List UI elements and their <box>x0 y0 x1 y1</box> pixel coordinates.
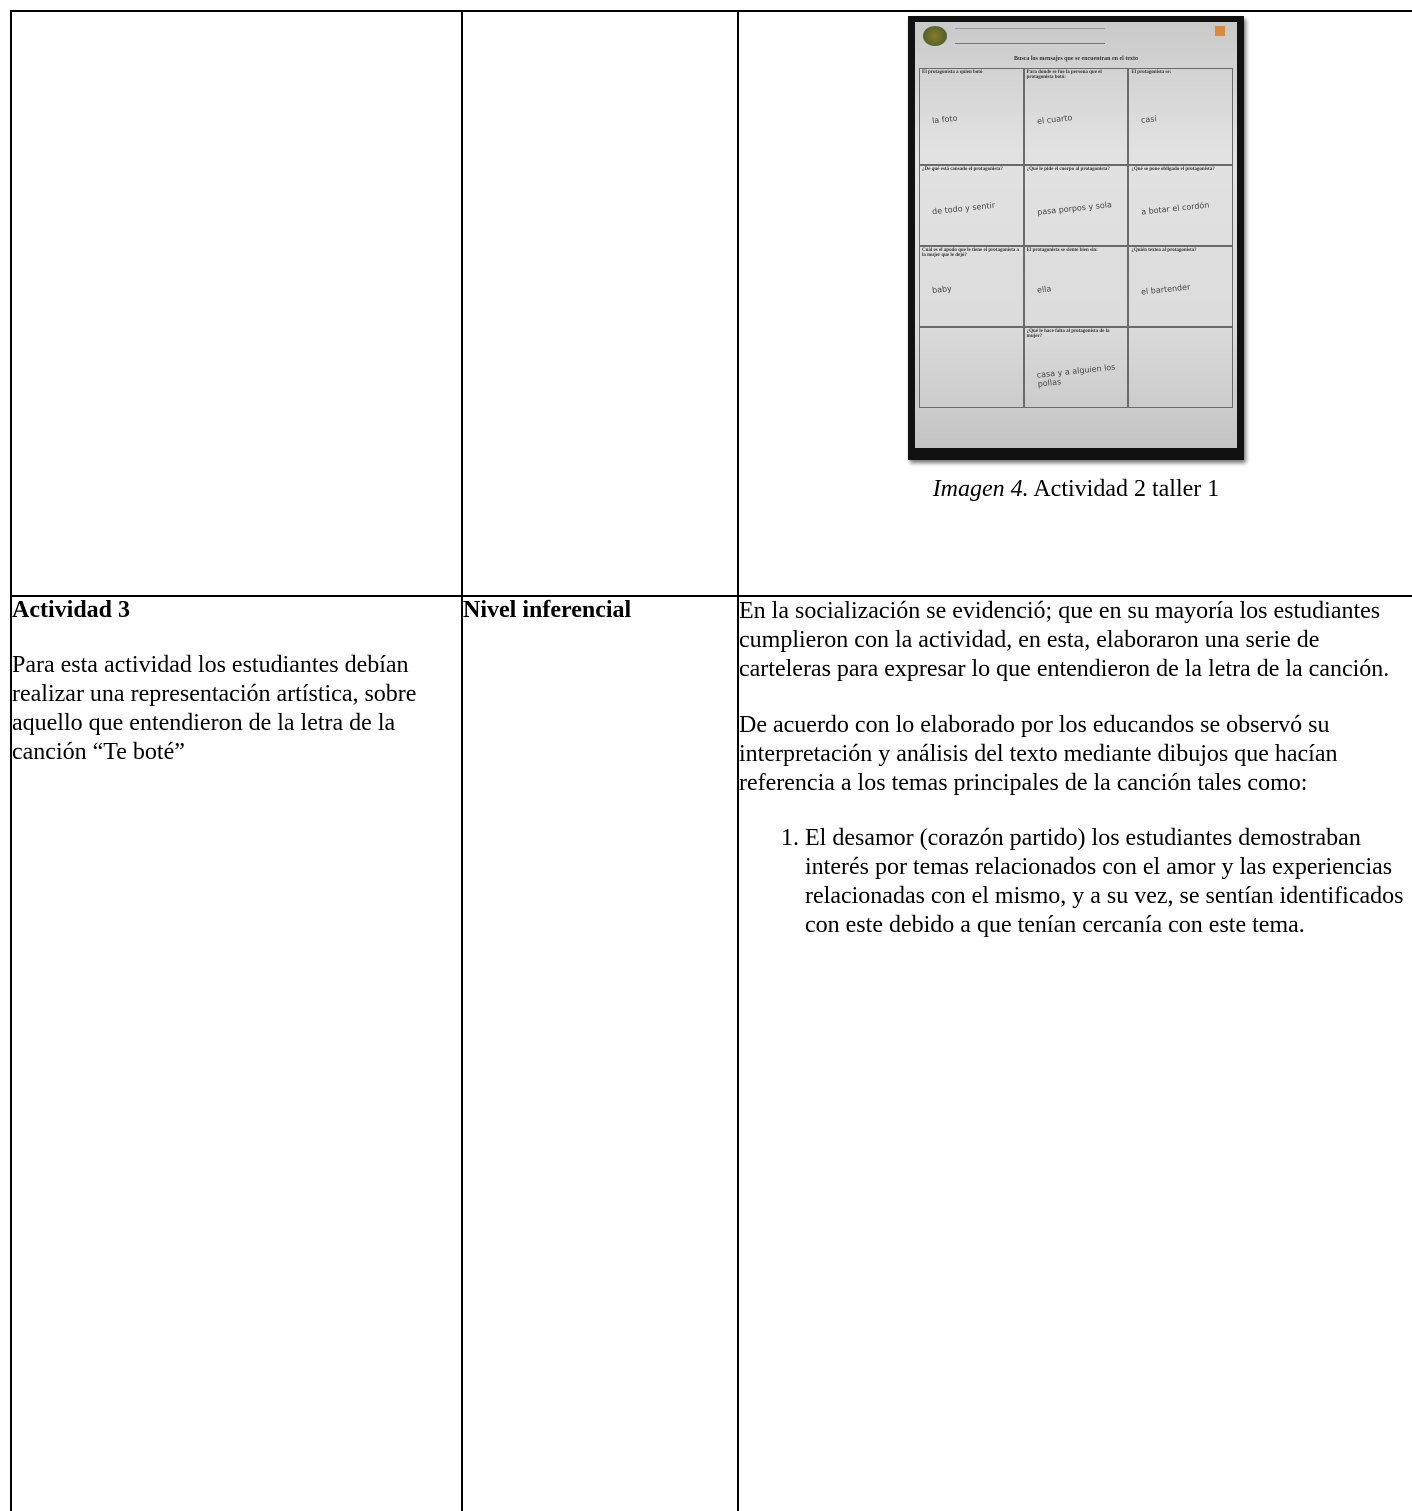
worksheet-cell: ¿Qué le pide el cuerpo al protagonista? pasa porpos y sola <box>1024 165 1129 246</box>
list-number: 1. <box>781 825 799 851</box>
list-item <box>739 824 1412 940</box>
table-row <box>11 11 1412 596</box>
activity-description: Para esta actividad los estudiantes debían realizar una representación artística, sobre aquello que entendieron de la letra de la canción “Te boté” <box>12 652 417 765</box>
worksheet-grid <box>919 68 1233 408</box>
worksheet-cell: Cuál es el apodo que le tiene el protagonista a la mujer que le dejó? baby <box>919 246 1024 327</box>
empty-cell <box>462 11 738 596</box>
worksheet-header <box>915 22 1237 56</box>
empty-cell <box>11 11 462 596</box>
figure-cell <box>738 11 1412 596</box>
list-item-text: El desamor (corazón partido) los estudiantes demostraban interés por temas relacionados con el amor y las experiencias relacionadas con el mismo, y a su vez, se sentían identificados con este debido a que tenían cercanía con este tema. <box>805 825 1404 938</box>
figure-caption <box>739 476 1412 503</box>
analysis-cell <box>738 596 1412 1511</box>
analysis-paragraph-1: En la socialización se evidenció; que en su mayoría los estudiantes cumplieron con la actividad, en esta, elaboraron una serie de carteleras para expresar lo que entendieron de la letra de la canción. <box>739 598 1390 682</box>
worksheet-sheet <box>915 22 1237 448</box>
evidence-table <box>10 10 1412 1511</box>
worksheet-cell: ¿Qué le hace falta al protagonista de la mujer? casa y a alguien los pollas <box>1024 327 1129 408</box>
worksheet-cell: ¿Qué se pone obligado el protagonista? a botar el cordón <box>1128 165 1233 246</box>
worksheet-cell: Para donde se fue la persona que el protagonista botó: el cuarto <box>1024 68 1129 165</box>
worksheet-title: Busca los mensajes que se encuentran en el texto <box>1014 56 1138 62</box>
activity-title: Actividad 3 <box>12 597 131 623</box>
worksheet-cell: ¿De qué está cansado el protagonista? de todo y sentir <box>919 165 1024 246</box>
worksheet-cell: El protagonista se: casi <box>1128 68 1233 165</box>
worksheet-cell <box>1128 327 1233 408</box>
worksheet-cell: El protagonista a quien botó la foto <box>919 68 1024 165</box>
worksheet-cell <box>919 327 1024 408</box>
table-row <box>11 596 1412 1511</box>
caption-label: Imagen 4. <box>932 476 1029 502</box>
worksheet-photo <box>908 16 1244 460</box>
level-label: Nivel inferencial <box>463 597 632 623</box>
school-logo-icon <box>923 26 947 46</box>
analysis-paragraph-2: De acuerdo con lo elaborado por los educandos se observó su interpretación y análisis del texto mediante dibujos que hacían referencia a los temas principales de la canción tales como: <box>739 712 1338 796</box>
level-cell <box>462 596 738 1511</box>
caption-text: Actividad 2 taller 1 <box>1028 476 1220 502</box>
themes-list <box>739 824 1412 940</box>
worksheet-cell: El protagonista se siente bien sin: ella <box>1024 246 1129 327</box>
worksheet-cell: ¿Quién textea al protagonista? el bartender <box>1128 246 1233 327</box>
activity-cell <box>11 596 462 1511</box>
